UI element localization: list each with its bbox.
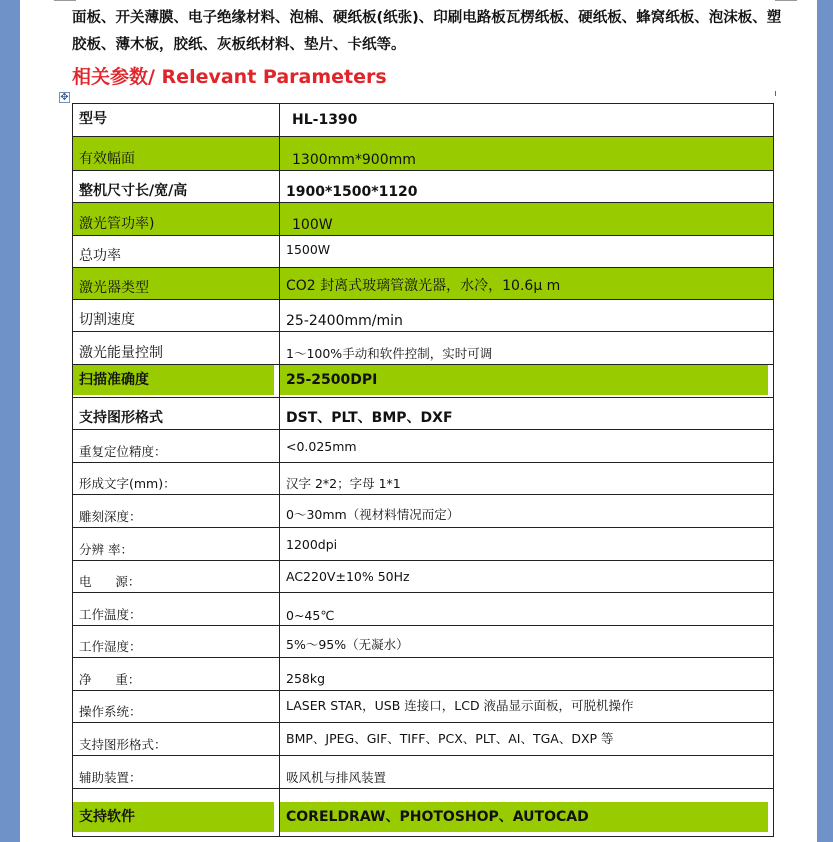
param-label: 有效幅面 [73, 137, 280, 171]
param-label: 切割速度 [73, 300, 280, 332]
param-label: 激光器类型 [73, 268, 280, 300]
intro-paragraph: 面板、开关薄膜、电子绝缘材料、泡棉、硬纸板(纸张)、印刷电路板瓦楞纸板、硬纸板、蜂窝纸板、泡沫板、塑胶板、薄木板，胶纸、灰板纸材料、垫片、卡纸等。 [72, 10, 782, 53]
param-label: 分辨 率： [73, 528, 280, 561]
param-value: 1～100%手动和软件控制，实时可调 [280, 332, 774, 365]
param-label: 激光管功率) [73, 203, 280, 236]
page-corner-mark-left [54, 0, 76, 1]
table-row [73, 789, 774, 837]
table-row [73, 268, 774, 300]
param-label: 辅助装置： [73, 756, 280, 789]
param-value: 100W [280, 203, 774, 236]
param-value: 汉字 2*2；字母 1*1 [280, 463, 774, 495]
page-corner-mark-right [775, 0, 797, 1]
table-row [73, 398, 774, 430]
param-label: 雕刻深度： [73, 495, 280, 528]
table-row [73, 137, 774, 171]
param-value: CO2 封离式玻璃管激光器，水冷，10.6μ m [280, 268, 774, 300]
table-row [73, 756, 774, 789]
param-value: 258kg [280, 658, 774, 691]
parameters-table [72, 103, 774, 837]
param-label: 整机尺寸长/宽/高 [73, 171, 280, 203]
param-value: 0~45℃ [280, 593, 774, 626]
param-value: HL-1390 [280, 104, 774, 137]
document-page [20, 0, 817, 842]
table-corner-mark [775, 91, 776, 96]
table-row [73, 332, 774, 365]
param-label: 激光能量控制 [73, 332, 280, 365]
table-row [73, 104, 774, 137]
param-value: 1900*1500*1120 [280, 171, 774, 203]
table-row [73, 171, 774, 203]
param-label: 工作湿度： [73, 626, 280, 658]
param-label: 工作温度： [73, 593, 280, 626]
table-row [73, 430, 774, 463]
param-value: 吸风机与排风装置 [280, 756, 774, 789]
label-highlight: 扫描准确度 [73, 365, 274, 395]
param-value: 1500W [280, 236, 774, 268]
param-value: 0～30mm（视材料情况而定） [280, 495, 774, 528]
table-row [73, 463, 774, 495]
table-row [73, 658, 774, 691]
param-value: <0.025mm [280, 430, 774, 463]
table-row [73, 723, 774, 756]
table-row [73, 528, 774, 561]
param-value: 25-2400mm/min [280, 300, 774, 332]
param-label: 支持图形格式 [73, 398, 280, 430]
table-row [73, 561, 774, 593]
param-value: DST、PLT、BMP、DXF [280, 398, 774, 430]
table-row [73, 691, 774, 723]
param-label: 重复定位精度： [73, 430, 280, 463]
param-value: 1200dpi [280, 528, 774, 561]
move-icon[interactable]: ✥ [60, 92, 69, 103]
param-label: 总功率 [73, 236, 280, 268]
param-label: 电 源： [73, 561, 280, 593]
table-row [73, 365, 774, 398]
table-row [73, 593, 774, 626]
param-value: LASER STAR，USB 连接口，LCD 液晶显示面板，可脱机操作 [280, 691, 774, 723]
value-highlight: CORELDRAW、PHOTOSHOP、AUTOCAD [280, 802, 768, 832]
value-highlight: 25-2500DPI [280, 365, 768, 395]
param-value: 1300mm*900mm [280, 137, 774, 171]
table-row [73, 203, 774, 236]
table-row [73, 626, 774, 658]
param-label: 形成文字(mm)： [73, 463, 280, 495]
section-title: 相关参数/ Relevant Parameters [72, 66, 387, 88]
label-highlight: 支持软件 [73, 802, 274, 832]
param-value: 5%～95%（无凝水） [280, 626, 774, 658]
param-value: BMP、JPEG、GIF、TIFF、PCX、PLT、AI、TGA、DXP 等 [280, 723, 774, 756]
param-label: 净 重： [73, 658, 280, 691]
param-value: AC220V±10% 50Hz [280, 561, 774, 593]
param-label [73, 789, 280, 837]
param-label [73, 365, 280, 398]
param-label: 支持图形格式： [73, 723, 280, 756]
param-value [280, 365, 774, 398]
table-row [73, 300, 774, 332]
param-value [280, 789, 774, 837]
table-row [73, 236, 774, 268]
param-label: 操作系统： [73, 691, 280, 723]
table-row [73, 495, 774, 528]
param-label: 型号 [73, 104, 280, 137]
